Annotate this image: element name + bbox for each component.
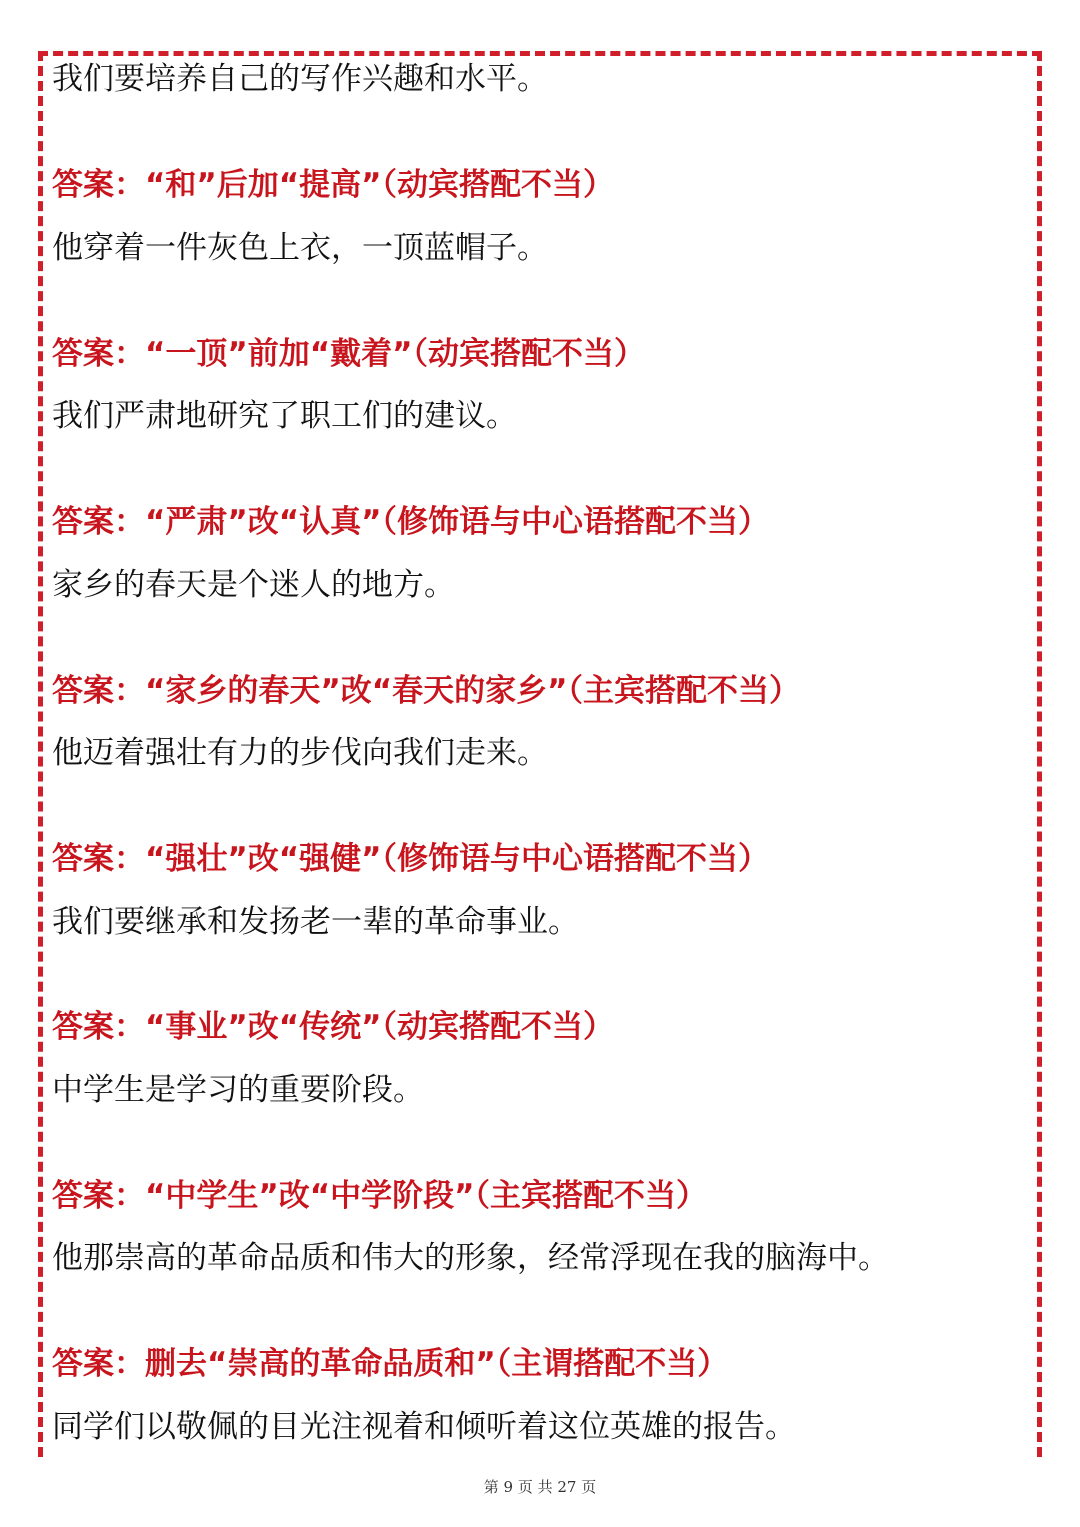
dashed-border-left: [38, 51, 43, 1457]
answer-line: 答案：删去“崇高的革命品质和”（主谓搭配不当）: [52, 1346, 729, 1382]
sentence-line: 他迈着强壮有力的步伐向我们走来。: [52, 735, 548, 771]
answer-line: 答案：“中学生”改“中学阶段”（主宾搭配不当）: [52, 1178, 707, 1214]
sentence-line: 中学生是学习的重要阶段。: [52, 1072, 424, 1108]
sentence-line: 家乡的春天是个迷人的地方。: [52, 567, 455, 603]
sentence-line: 我们要培养自己的写作兴趣和水平。: [52, 61, 548, 97]
sentence-line: 他穿着一件灰色上衣，一顶蓝帽子。: [52, 230, 548, 266]
page-number-footer: 第 9 页 共 27 页: [483, 1478, 597, 1496]
answer-line: 答案：“家乡的春天”改“春天的家乡”（主宾搭配不当）: [52, 673, 800, 709]
sentence-line: 我们严肃地研究了职工们的建议。: [52, 398, 517, 434]
sentence-line: 他那崇高的革命品质和伟大的形象，经常浮现在我的脑海中。: [52, 1240, 889, 1276]
dashed-border-top: [38, 51, 1042, 56]
sentence-line: 同学们以敬佩的目光注视着和倾听着这位英雄的报告。: [52, 1409, 796, 1445]
answer-line: 答案：“和”后加“提高”（动宾搭配不当）: [52, 167, 614, 203]
answer-line: 答案：“一顶”前加“戴着”（动宾搭配不当）: [52, 336, 645, 372]
answer-line: 答案：“强壮”改“强健”（修饰语与中心语搭配不当）: [52, 841, 769, 877]
sentence-line: 我们要继承和发扬老一辈的革命事业。: [52, 904, 579, 940]
answer-line: 答案：“严肃”改“认真”（修饰语与中心语搭配不当）: [52, 504, 769, 540]
dashed-border-right: [1037, 51, 1042, 1457]
answer-line: 答案：“事业”改“传统”（动宾搭配不当）: [52, 1009, 614, 1045]
